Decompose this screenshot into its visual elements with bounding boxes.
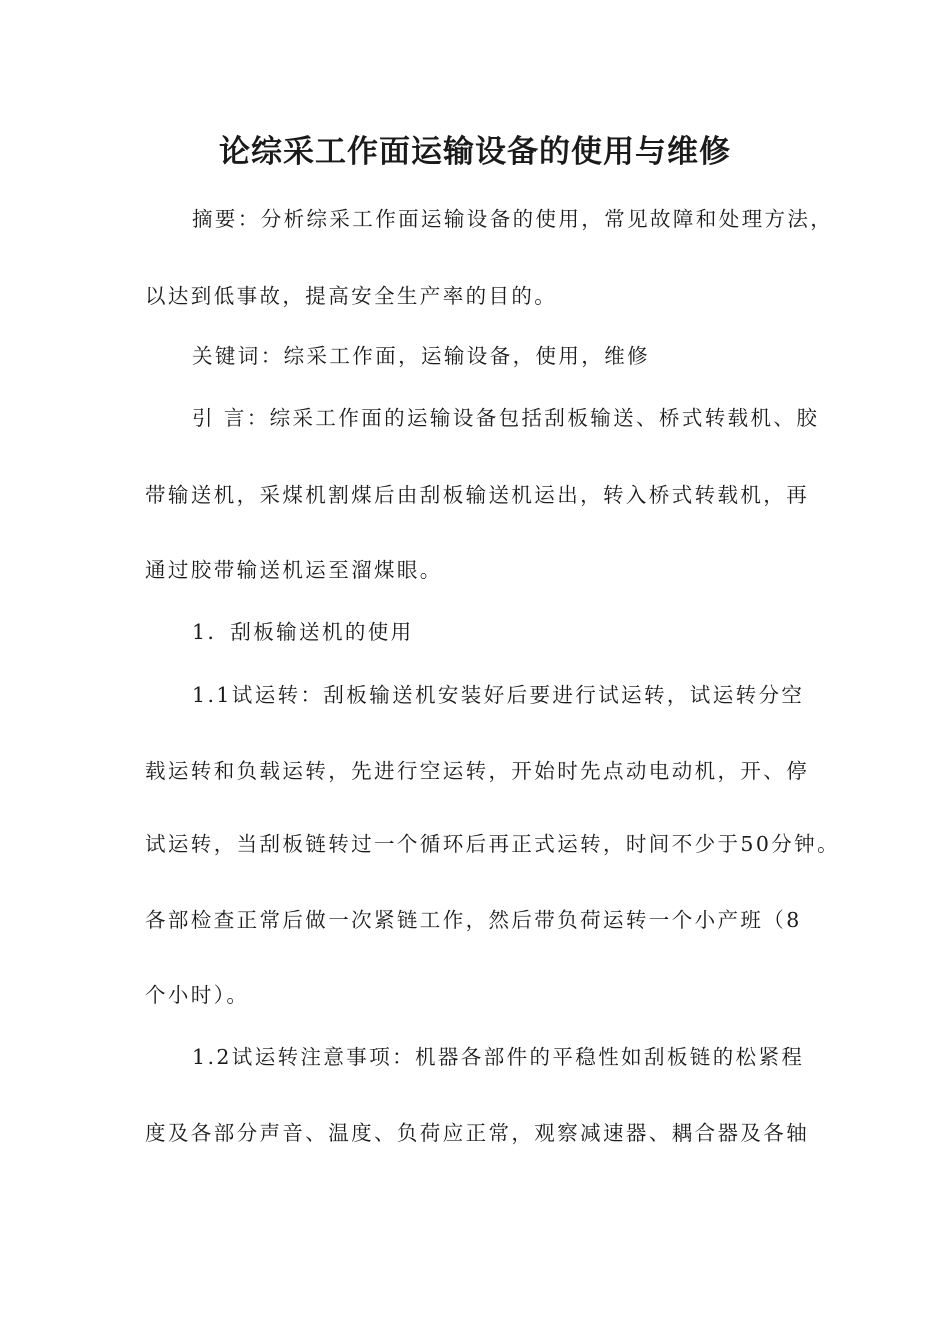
para-1-1-line-3: 试运转，当刮板链转过一个循环后再正式运转，时间不少于50分钟。 bbox=[145, 832, 840, 856]
abstract-line-2: 以达到低事故，提高安全生产率的目的。 bbox=[145, 284, 558, 308]
para-1-2-line-2: 度及各部分声音、温度、负荷应正常，观察减速器、耦合器及各轴 bbox=[145, 1121, 810, 1145]
intro-line-3: 通过胶带输送机运至溜煤眼。 bbox=[145, 558, 443, 582]
keywords-line: 关键词：综采工作面，运输设备，使用，维修 bbox=[192, 344, 650, 368]
section-heading-1: 1．刮板输送机的使用 bbox=[192, 620, 414, 644]
para-1-1-line-2: 载运转和负载运转，先进行空运转，开始时先点动电动机，开、停 bbox=[145, 759, 810, 783]
para-1-1-line-5: 个小时）。 bbox=[145, 983, 250, 1007]
para-1-1-line-1: 1.1试运转：刮板输送机安装好后要进行试运转，试运转分空 bbox=[192, 683, 805, 707]
document-title: 论综采工作面运输设备的使用与维修 bbox=[219, 134, 731, 170]
para-1-1-line-4: 各部检查正常后做一次紧链工作，然后带负荷运转一个小产班（8 bbox=[145, 908, 802, 932]
intro-line-2: 带输送机，采煤机割煤后由刮板输送机运出，转入桥式转载机，再 bbox=[145, 483, 810, 507]
abstract-line-1: 摘要：分析综采工作面运输设备的使用，常见故障和处理方法， bbox=[192, 207, 834, 231]
intro-line-1: 引 言：综采工作面的运输设备包括刮板输送、桥式转载机、胶 bbox=[192, 406, 820, 430]
para-1-2-line-1: 1.2试运转注意事项：机器各部件的平稳性如刮板链的松紧程 bbox=[192, 1045, 805, 1069]
